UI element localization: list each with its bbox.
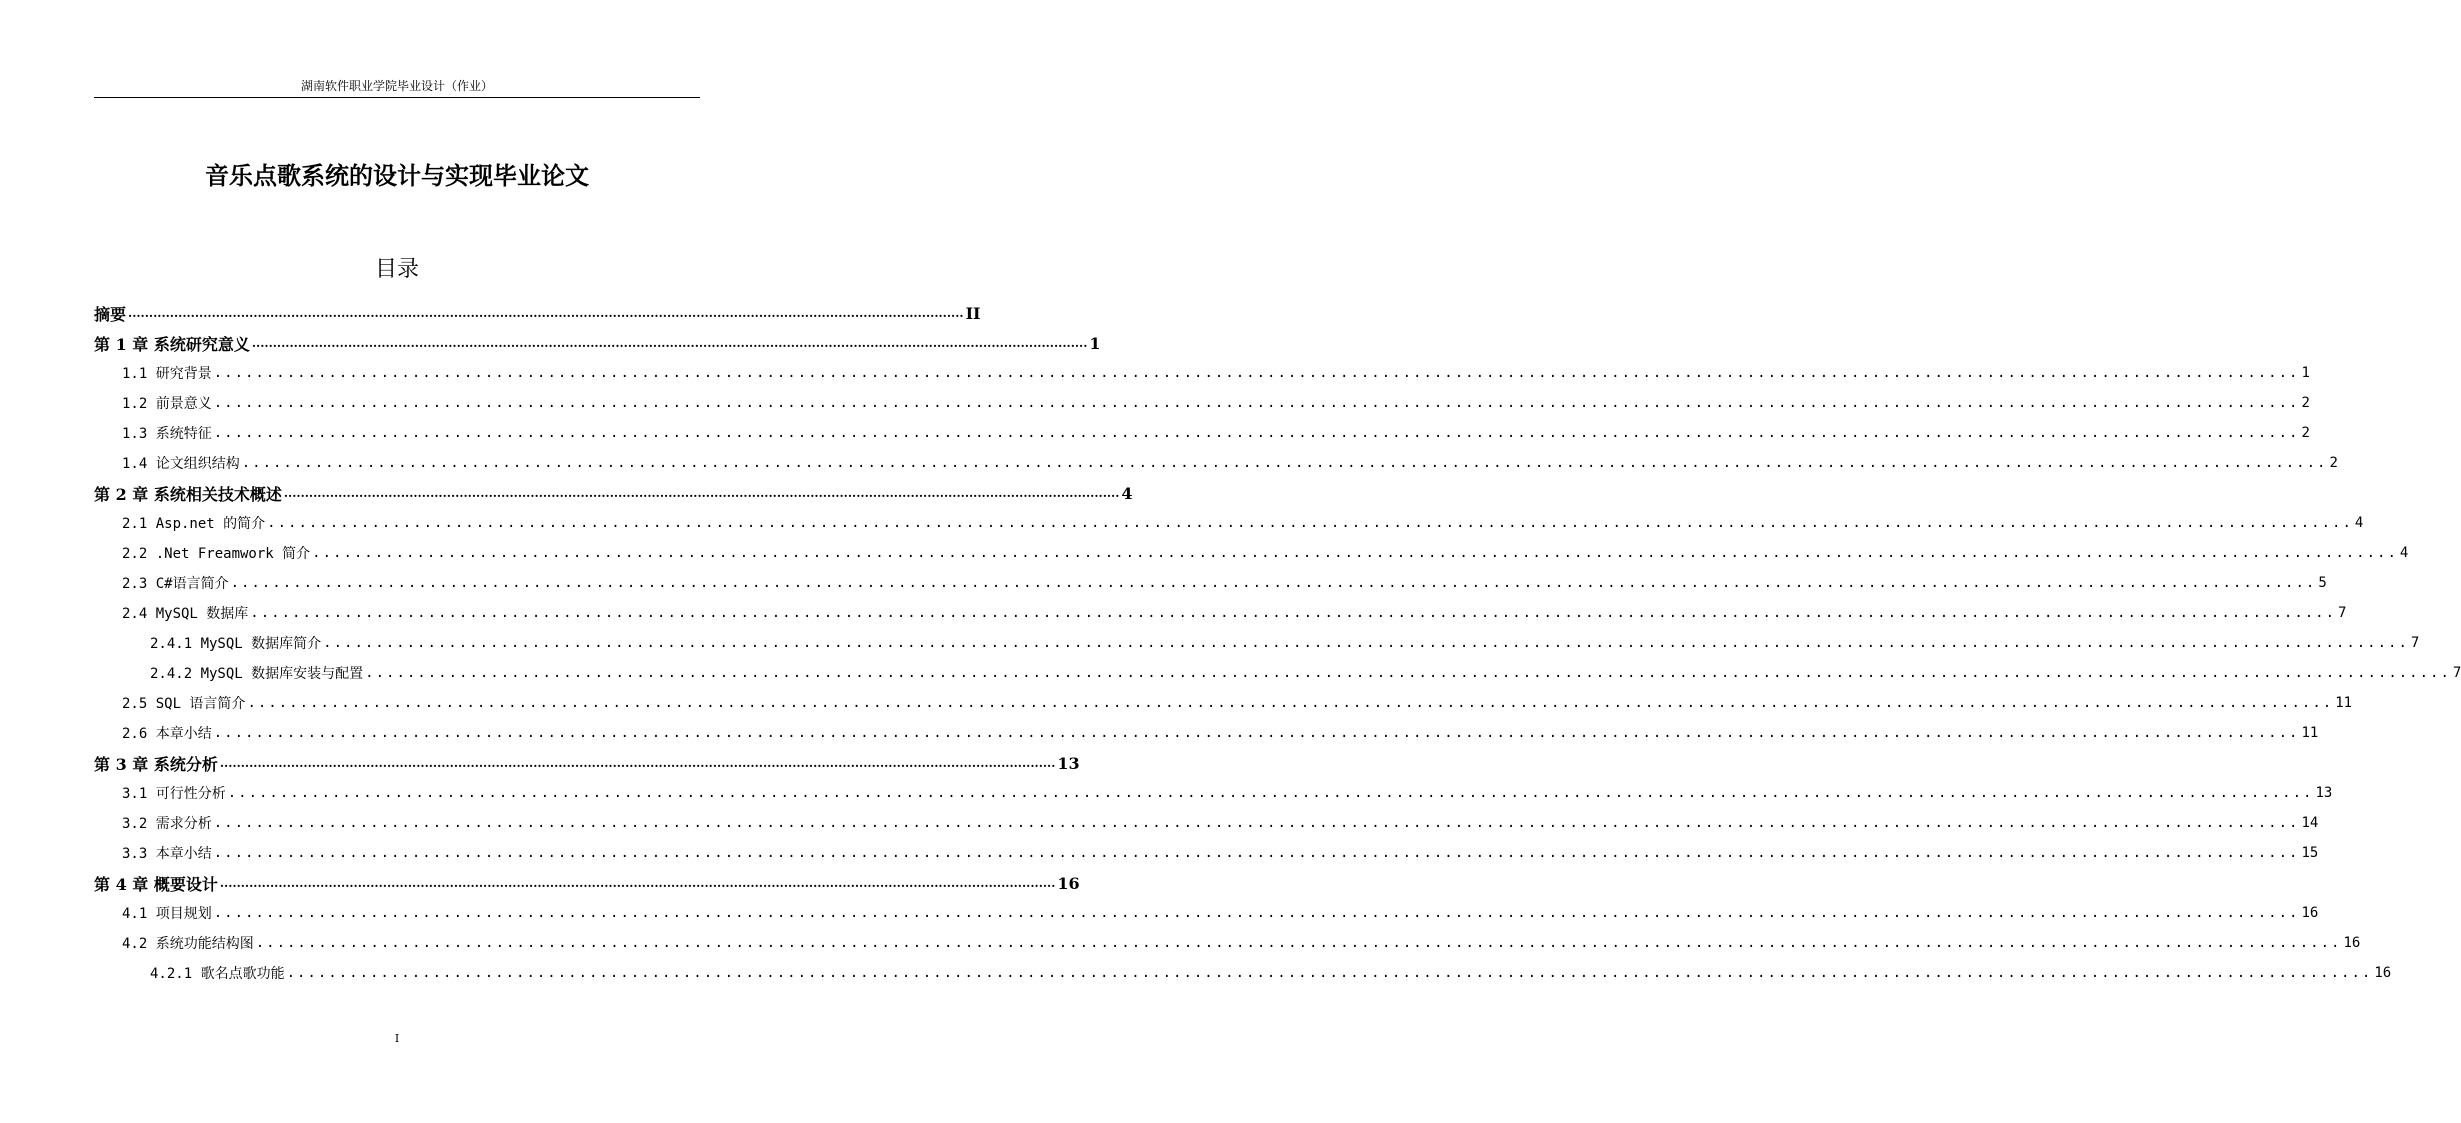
toc-chapter-entry[interactable] (94, 478, 1133, 508)
page-header: 湖南软件职业学院毕业设计（作业） (94, 76, 700, 98)
toc-entry-label: 2.4.1 MySQL 数据库简介 (150, 636, 322, 652)
toc-section-entry[interactable] (94, 418, 2310, 448)
toc-entry-label: 2.6 本章小结 (122, 726, 212, 742)
toc-entry-page: 7 (2410, 635, 2420, 651)
toc-subsection-entry[interactable] (94, 958, 2392, 988)
toc-chapter-entry[interactable] (94, 328, 1101, 358)
toc-section-entry[interactable] (94, 358, 2310, 388)
toc-section-entry[interactable] (94, 598, 2347, 628)
toc-entry-page: 16 (2301, 905, 2319, 921)
toc-entry-page: 2 (2301, 395, 2310, 411)
toc-leader-dots: ........................................................................................................................................................................................................ (213, 365, 2300, 381)
document-title: 音乐点歌系统的设计与实现毕业论文 (205, 162, 589, 190)
toc-entry-label: 2.4.2 MySQL 数据库安装与配置 (150, 666, 364, 682)
toc-entry-page: 16 (1057, 873, 1080, 893)
toc-entry-page: 16 (2343, 935, 2361, 951)
page-number: I (394, 1032, 400, 1045)
toc-leader-dots: ........................................................................................................................................................................................................ (219, 756, 1056, 770)
toc-entry-page: 5 (2318, 575, 2327, 591)
toc-leader-dots: ........................................................................................................................................................................................................ (323, 635, 2409, 651)
toc-entry-page: 7 (2338, 605, 2347, 621)
toc-section-entry[interactable] (94, 568, 2327, 598)
toc-entry-page: 4 (1121, 483, 1133, 503)
toc-section-entry[interactable] (94, 688, 2353, 718)
toc-leader-dots: ........................................................................................................................................................................................................ (213, 425, 2300, 441)
toc-heading: 目录 (374, 257, 419, 282)
toc-section-entry[interactable] (94, 718, 2319, 748)
toc-entry-page: 13 (2315, 785, 2333, 801)
toc-entry-label: 3.3 本章小结 (122, 846, 212, 862)
toc-entry-page: II (965, 303, 981, 323)
toc-section-entry[interactable] (94, 778, 2333, 808)
toc-leader-dots: ........................................................................................................................................................................................................ (213, 725, 2300, 741)
toc-section-entry[interactable] (94, 508, 2364, 538)
toc-leader-dots: ........................................................................................................................................................................................................ (247, 695, 2334, 711)
toc-chapter-entry[interactable] (94, 298, 981, 328)
toc-entry-page: 13 (1057, 753, 1080, 773)
toc-leader-dots: ........................................................................................................................................................................................................ (227, 785, 2314, 801)
toc-entry-label: 1.1 研究背景 (122, 366, 212, 382)
toc-leader-dots: ........................................................................................................................................................................................................ (241, 455, 2328, 471)
toc-entry-label: 1.2 前景意义 (122, 396, 212, 412)
toc-section-entry[interactable] (94, 928, 2361, 958)
toc-chapter-entry[interactable] (94, 748, 1080, 778)
toc-entry-label: 4.2 系统功能结构图 (122, 936, 254, 952)
toc-section-entry[interactable] (94, 898, 2319, 928)
toc-entry-label: 第 1 章 系统研究意义 (94, 334, 250, 354)
toc-entry-page: 16 (2374, 965, 2392, 981)
toc-leader-dots: ........................................................................................................................................................................................................ (213, 395, 2300, 411)
toc-entry-label: 4.2.1 歌名点歌功能 (150, 966, 285, 982)
toc-entry-page: 14 (2301, 815, 2319, 831)
toc-chapter-entry[interactable] (94, 868, 1080, 898)
toc-entry-page: 1 (1089, 333, 1101, 353)
toc-section-entry[interactable] (94, 448, 2338, 478)
toc-leader-dots: ........................................................................................................................................................................................................ (219, 876, 1056, 890)
toc-entry-page: 4 (2399, 545, 2409, 561)
toc-entry-label: 4.1 项目规划 (122, 906, 212, 922)
toc-entry-label: 2.2 .Net Freamwork 简介 (122, 546, 311, 562)
toc-entry-label: 2.4 MySQL 数据库 (122, 606, 249, 622)
toc-entry-label: 第 2 章 系统相关技术概述 (94, 484, 282, 504)
toc-entry-page: 2 (2329, 455, 2338, 471)
toc-entry-label: 摘要 (94, 304, 127, 324)
toc-entry-page: 7 (2452, 665, 2461, 681)
toc-leader-dots: ........................................................................................................................................................................................................ (251, 336, 1088, 350)
toc-leader-dots: ........................................................................................................................................................................................................ (365, 665, 2451, 681)
toc-leader-dots: ........................................................................................................................................................................................................ (255, 935, 2342, 951)
toc-entry-label: 1.4 论文组织结构 (122, 456, 240, 472)
toc-leader-dots: ........................................................................................................................................................................................................ (213, 845, 2300, 861)
toc-leader-dots: ........................................................................................................................................................................................................ (128, 306, 964, 320)
toc-entry-label: 2.3 C#语言简介 (122, 576, 229, 592)
toc-entry-page: 4 (2354, 515, 2364, 531)
toc-entry-label: 2.5 SQL 语言简介 (122, 696, 246, 712)
toc-section-entry[interactable] (94, 838, 2319, 868)
toc-entry-page: 11 (2301, 725, 2319, 741)
toc-entry-page: 15 (2301, 845, 2319, 861)
toc-leader-dots: ........................................................................................................................................................................................................ (230, 575, 2317, 591)
toc-leader-dots: ........................................................................................................................................................................................................ (267, 515, 2353, 531)
toc-leader-dots: ........................................................................................................................................................................................................ (283, 486, 1120, 500)
toc-entry-label: 1.3 系统特征 (122, 426, 212, 442)
toc-entry-label: 3.2 需求分析 (122, 816, 212, 832)
toc-entry-label: 3.1 可行性分析 (122, 786, 226, 802)
toc-leader-dots: ........................................................................................................................................................................................................ (250, 605, 2337, 621)
toc-entry-label: 第 3 章 系统分析 (94, 754, 218, 774)
toc-leader-dots: ........................................................................................................................................................................................................ (213, 815, 2300, 831)
toc-leader-dots: ........................................................................................................................................................................................................ (286, 965, 2373, 981)
toc-entry-page: 2 (2301, 425, 2310, 441)
table-of-contents (94, 298, 2461, 988)
toc-subsection-entry[interactable] (94, 658, 2461, 688)
toc-section-entry[interactable] (94, 388, 2310, 418)
toc-entry-label: 第 4 章 概要设计 (94, 874, 218, 894)
toc-entry-page: 1 (2301, 365, 2310, 381)
toc-section-entry[interactable] (94, 538, 2409, 568)
toc-leader-dots: ........................................................................................................................................................................................................ (213, 905, 2300, 921)
toc-section-entry[interactable] (94, 808, 2319, 838)
toc-leader-dots: ........................................................................................................................................................................................................ (312, 545, 2398, 561)
toc-entry-label: 2.1 Asp.net 的简介 (122, 516, 266, 532)
toc-subsection-entry[interactable] (94, 628, 2420, 658)
toc-entry-page: 11 (2335, 695, 2353, 711)
